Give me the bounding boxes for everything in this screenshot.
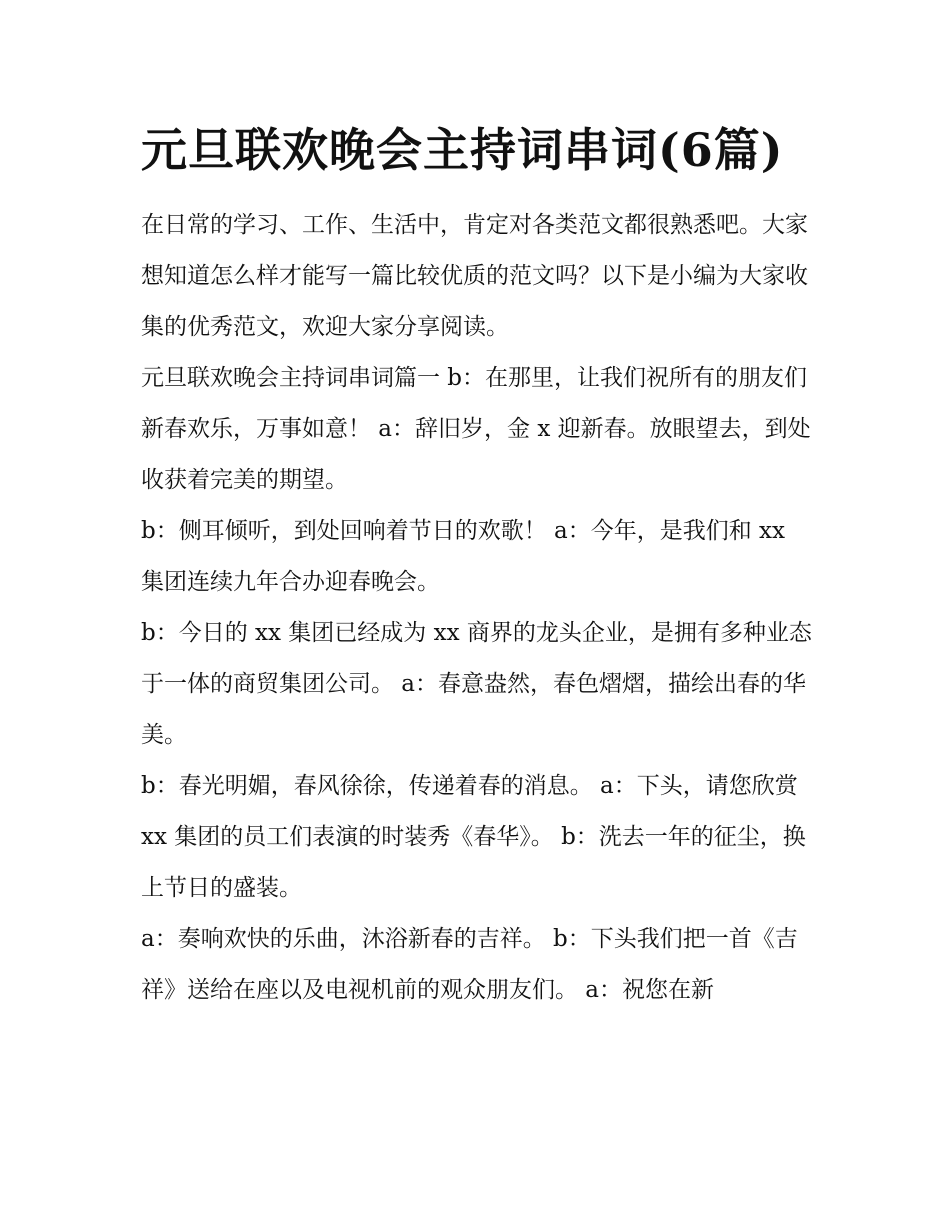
paragraph: 元旦联欢晚会主持词串词篇一 b：在那里，让我们祝所有的朋友们新春欢乐，万事如意！ a：辞旧岁，金 x 迎新春。放眼望去，到处收获着完美的期望。 [141, 365, 811, 493]
paragraph: b：侧耳倾听，到处回响着节日的欢歌！ a：今年，是我们和 xx 集团连续九年合办迎春晚会。 [141, 518, 785, 595]
paragraph: b：今日的 xx 集团已经成为 xx 商界的龙头企业，是拥有多种业态于一体的商贸集团公司。 a：春意盎然，春色熠熠，描绘出春的华美。 [141, 620, 812, 748]
paragraph: 在日常的学习、工作、生活中，肯定对各类范文都很熟悉吧。大家想知道怎么样才能写一篇比较优质的范文吗？以下是小编为大家收集的优秀范文，欢迎大家分享阅读。 [141, 212, 808, 340]
paragraph: a：奏响欢快的乐曲，沐浴新春的吉祥。 b：下头我们把一首《吉祥》送给在座以及电视机前的观众朋友们。 a：祝您在新 [141, 926, 798, 1003]
paragraph: b：春光明媚，春风徐徐，传递着春的消息。 a：下头，请您欣赏 xx 集团的员工们表演的时装秀《春华》。 b：洗去一年的征尘，换上节日的盛装。 [141, 773, 806, 901]
document-title: 元旦联欢晚会主持词串词(6篇) [141, 123, 784, 177]
document-page [141, 112, 813, 1016]
document-body [141, 200, 813, 1016]
